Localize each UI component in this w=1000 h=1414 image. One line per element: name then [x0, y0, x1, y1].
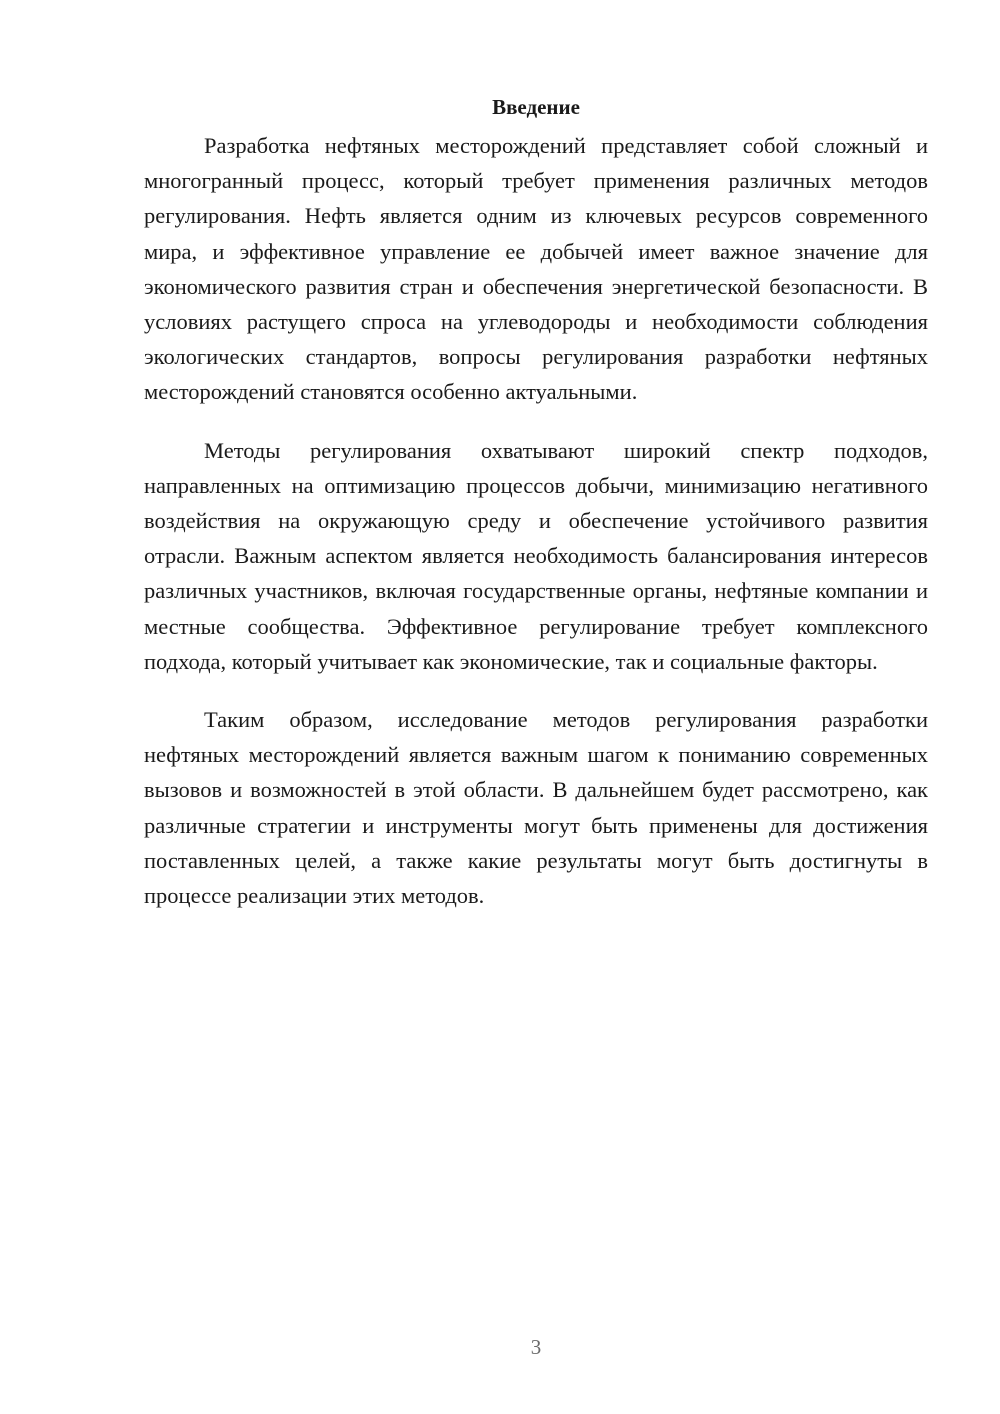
page-number: 3: [530, 1335, 542, 1359]
section-heading: Введение: [492, 95, 580, 119]
paragraph-1: Разработка нефтяных месторождений представляет собой сложный и многогранный процесс, который требует применения различных методов регулирования. Нефть является одним из ключевых ресурсов современного мира, и эффективное управление ее добычей имеет важное значение для экономического развития стран и обеспечения энергетической безопасности. В условиях растущего спроса на углеводороды и необходимости соблюдения экологических стандартов, вопросы регулирования разработки нефтяных месторождений становятся особенно актуальными.: [144, 133, 928, 405]
page-content: [144, 92, 928, 936]
paragraph-3: Таким образом, исследование методов регулирования разработки нефтяных месторождений является важным шагом к пониманию современных вызовов и возможностей в этой области. В дальнейшем будет рассмотрено, как различные стратегии и инструменты могут быть применены для достижения поставленных целей, а также какие результаты могут быть достигнуты в процессе реализации этих методов.: [144, 707, 928, 909]
paragraph-2: Методы регулирования охватывают широкий спектр подходов, направленных на оптимизацию процессов добычи, минимизацию негативного воздействия на окружающую среду и обеспечение устойчивого развития отрасли. Важным аспектом является необходимость балансирования интересов различных участников, включая государственные органы, нефтяные компании и местные сообщества. Эффективное регулирование требует комплексного подхода, который учитывает как экономические, так и социальные факторы.: [144, 437, 928, 674]
